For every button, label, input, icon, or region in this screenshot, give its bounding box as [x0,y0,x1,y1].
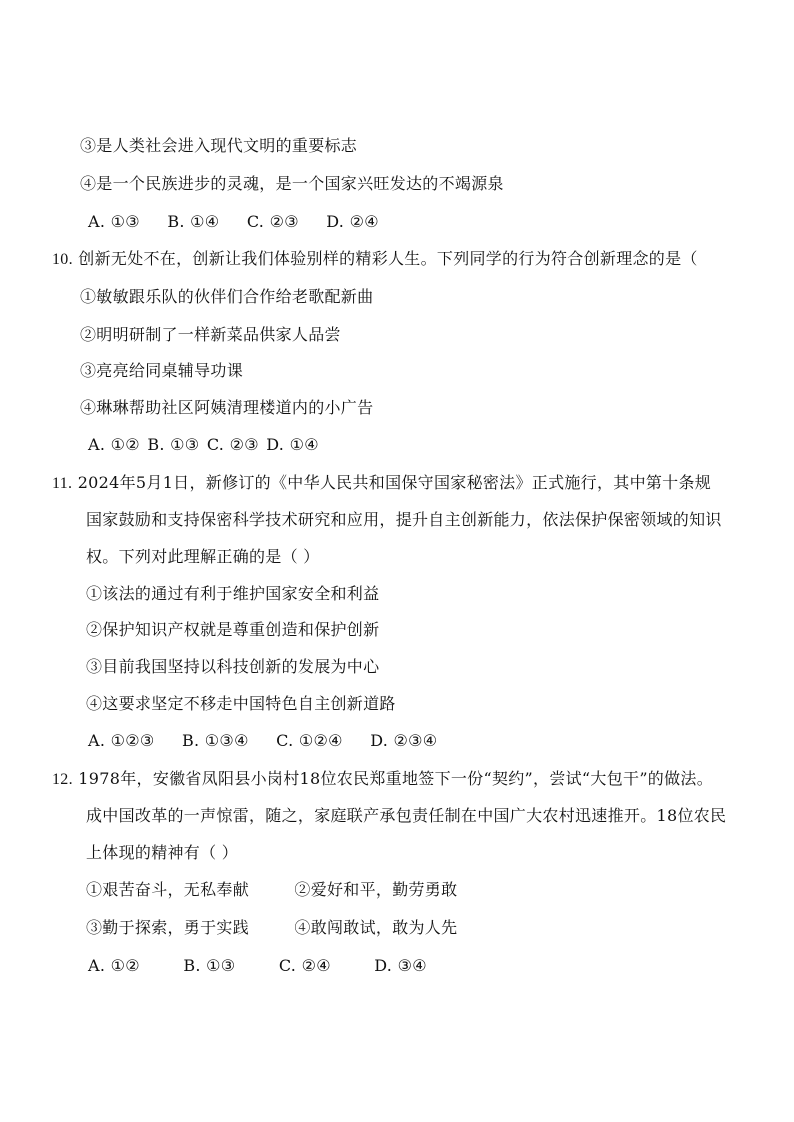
choice-a: A. ①② [88,435,140,454]
question-number: 10. [52,251,73,268]
q12-stem-line-1 [52,769,713,790]
q12-choices [88,956,449,976]
choice-a: A. ①②③ [88,731,155,750]
q12-stem-line-2: 成中国改革的一声惊雷，随之，家庭联产承包责任制在中国广大农村迅速推开。18位农民 [86,806,727,825]
choice-c: C. ②④ [278,956,331,975]
choice-a: A. ①② [88,956,140,975]
q12-option-row-1 [86,880,457,900]
q11-stem-line-2: 国家鼓励和支持保密科学技术研究和应用，提升自主创新能力，依法保护保密领域的知识 [86,510,722,529]
choice-b: B. ①③ [147,435,200,454]
question-stem: 1978年，安徽省凤阳县小岗村18位农民郑重地签下一份“契约”，尝试“大包干”的做法。 [78,769,713,788]
choice-d: D. ②④ [326,212,379,231]
q11-choices [88,731,459,751]
choice-c: C. ①②④ [276,731,343,750]
q11-stem-line-1 [52,473,711,494]
q9-option-3: ③是人类社会进入现代文明的重要标志 [80,136,358,155]
q12-option-row-2 [86,918,457,938]
q10-stem-line [52,249,698,270]
question-number: 12. [52,771,73,788]
q9-option-4: ④是一个民族进步的灵魂，是一个国家兴旺发达的不竭源泉 [80,174,504,193]
question-stem: 2024年5月1日，新修订的《中华人民共和国保守国家秘密法》正式施行，其中第十条规 [77,473,712,492]
question-stem: 创新无处不在，创新让我们体验别样的精彩人生。下列同学的行为符合创新理念的是（ [78,249,698,268]
choice-b: B. ①③ [183,956,236,975]
q9-choices [88,212,401,232]
q10-option-3: ③亮亮给同桌辅导功课 [80,361,244,380]
choice-c: C. ②③ [206,435,259,454]
choice-c: C. ②③ [246,212,299,231]
choice-d: D. ①④ [266,435,319,454]
q10-choices [88,435,321,455]
q12-option-3: ③勤于探索，勇于实践 [86,918,250,937]
choice-a: A. ①③ [88,212,140,231]
q11-option-3: ③目前我国坚持以科技创新的发展为中心 [86,657,380,676]
question-number: 11. [52,475,73,492]
q10-option-2: ②明明研制了一样新菜品供家人品尝 [80,325,341,344]
q10-option-4: ④琳琳帮助社区阿姨清理楼道内的小广告 [80,398,374,417]
q12-stem-line-3: 上体现的精神有（ ） [86,843,239,862]
q11-stem-line-3: 权。下列对此理解正确的是（ ） [86,547,320,566]
q11-option-2: ②保护知识产权就是尊重创造和保护创新 [86,620,380,639]
q12-option-1: ①艰苦奋斗，无私奉献 [86,880,250,899]
choice-d: D. ②③④ [370,731,438,750]
q12-option-4: ④敢闯敢试，敢为人先 [294,918,458,937]
choice-b: B. ①④ [167,212,220,231]
q11-option-4: ④这要求坚定不移走中国特色自主创新道路 [86,694,396,713]
choice-b: B. ①③④ [181,731,249,750]
q11-option-1: ①该法的通过有利于维护国家安全和利益 [86,584,380,603]
q12-option-2: ②爱好和平，勤劳勇敢 [294,880,458,899]
q10-option-1: ①敏敏跟乐队的伙伴们合作给老歌配新曲 [80,287,374,306]
choice-d: D. ③④ [374,956,427,975]
